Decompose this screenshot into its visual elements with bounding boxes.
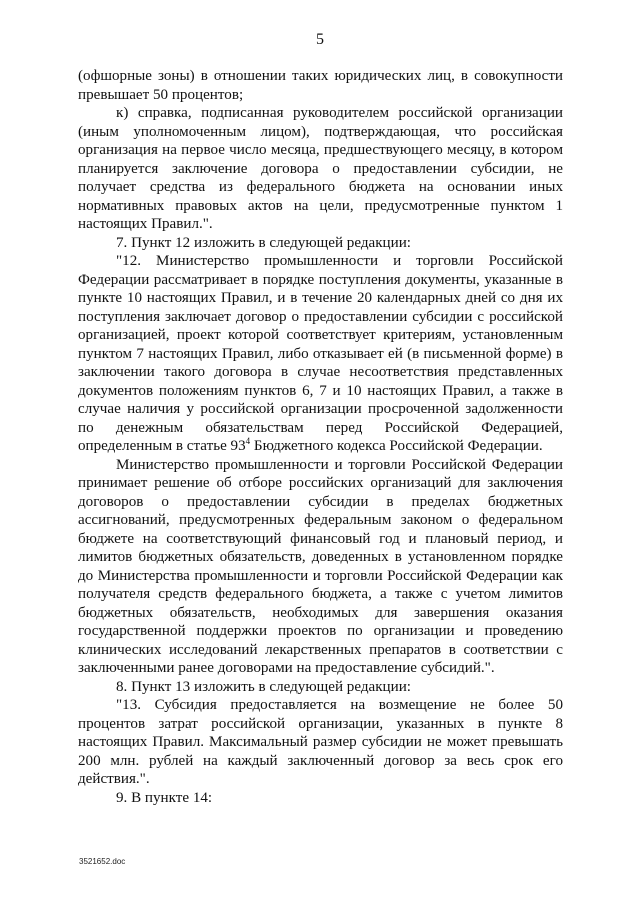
paragraph-clause-13: "13. Субсидия предоставляется на возмещение не более 50 процентов затрат российской организации, указанных в пункте 8 настоящих Правил. Максимальный размер субсидии не может превышать 200 млн. рублей на каждый заключенный договор за весь срок его действия.".: [78, 697, 563, 787]
footer-filename: 3521652.doc: [79, 857, 126, 866]
clause-12-text-end: Бюджетного кодекса Российской Федерации.: [250, 438, 543, 454]
document-body: [78, 67, 563, 807]
clause-12-text: "12. Министерство промышленности и торговли Российской Федерации рассматривает в порядке поступления документы, указанные в пункте 10 настоящих Правил, и в течение 20 календарных дней со дня их поступления заключает договор о предоставлении субсидии с российской организацией, проект которой соответствует критериям, установленным пунктом 7 настоящих Правил, либо отказывает ей (в письменной форме) в заключении такого договора в случае несоответствия представленных документов положениям пунктов 6, 7 и 10 настоящих Правил, а также в случае наличия у российской организации просроченной задолженности по денежным обязательствам перед Российской Федерацией, определенным в статье 93: [78, 253, 563, 454]
paragraph-amendment-9: 9. В пункте 14:: [116, 789, 213, 806]
article-superscript: 4: [245, 435, 251, 446]
paragraph-ministry-decision: Министерство промышленности и торговли Российской Федерации принимает решение об отборе российских организаций для заключения договоров о предоставлении субсидии в пределах бюджетных ассигнований, предусмотренных федеральным законом о федеральном бюджете на соответствующий финансовый год и плановый период, и лимитов бюджетных обязательств, доведенных в установленном порядке до Министерства промышленности и торговли Российской Федерации как получателя средств федерального бюджета, а также с учетом лимитов бюджетных обязательств, необходимых для завершения оказания государственной поддержки проектов по организации и проведению клинических исследований лекарственных препаратов в соответствии с заключенными ранее договорами на предоставление субсидий.".: [78, 456, 563, 676]
paragraph-clause-12: [78, 252, 563, 456]
page-number: 5: [316, 31, 324, 48]
paragraph-amendment-8: 8. Пункт 13 изложить в следующей редакции:: [116, 678, 411, 695]
paragraph-amendment-7: 7. Пункт 12 изложить в следующей редакции:: [116, 234, 411, 251]
paragraph-continuation: (офшорные зоны) в отношении таких юридических лиц, в совокупности превышает 50 процентов;: [78, 68, 563, 103]
paragraph-item-k: к) справка, подписанная руководителем российской организации (иным уполномоченным лицом), подтверждающая, что российская организация на первое число месяца, предшествующего месяцу, в котором планируется заключение договора о предоставлении субсидии, не получает средства из федерального бюджета на основании иных нормативных правовых актов на цели, предусмотренные пунктом 1 настоящих Правил.".: [78, 105, 563, 232]
